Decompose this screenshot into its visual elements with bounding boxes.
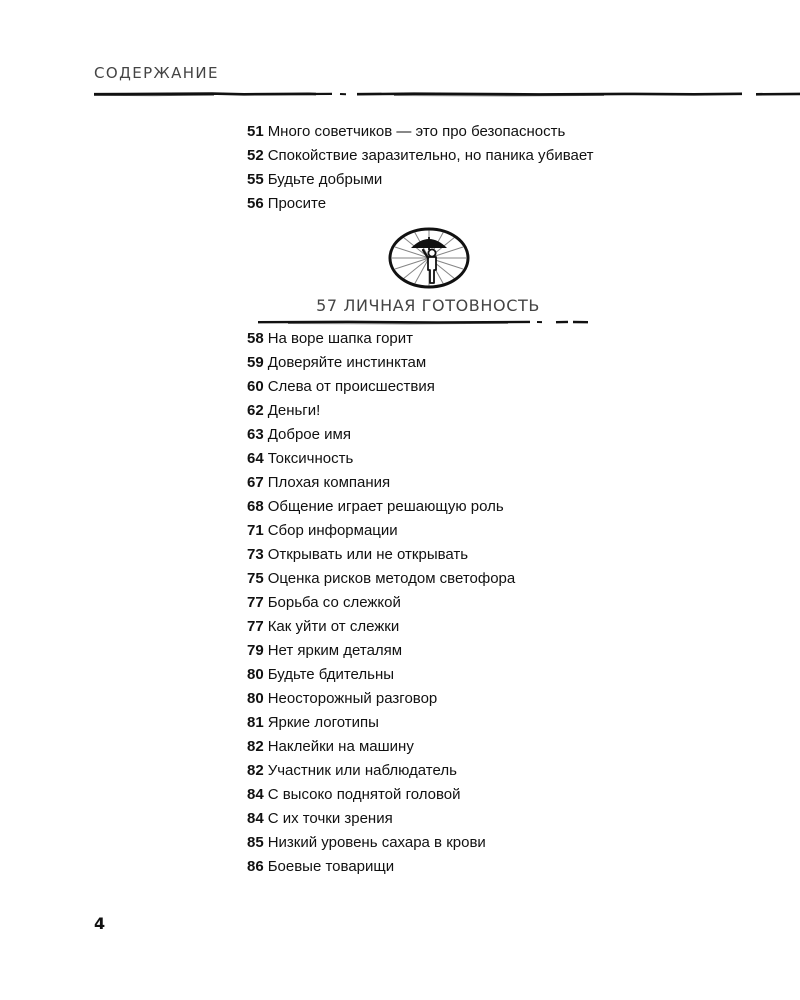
toc-page-number: 86: [247, 858, 264, 875]
toc-page-number: 60: [247, 378, 264, 395]
toc-title: Как уйти от слежки: [267, 618, 400, 635]
umbrella-person-icon: [387, 226, 471, 290]
toc-page-number: 77: [247, 594, 264, 611]
toc-page-number: 63: [247, 426, 264, 443]
toc-entry[interactable]: [247, 471, 515, 495]
toc-title: Слева от происшествия: [267, 378, 435, 395]
toc-title: Неосторожный разговор: [267, 690, 438, 707]
toc-title: Нет ярким деталям: [267, 642, 403, 659]
toc-page-number: 82: [247, 738, 264, 755]
toc-entry[interactable]: [247, 759, 515, 783]
toc-page-number: 64: [247, 450, 264, 467]
toc-title: Спокойствие заразительно, но паника убивает: [267, 147, 594, 164]
toc-title: Оценка рисков методом светофора: [267, 570, 516, 587]
toc-title: С высоко поднятой головой: [267, 786, 461, 803]
page-number: 4: [94, 914, 106, 933]
toc-page-number: 58: [247, 330, 264, 347]
toc-page-number: 77: [247, 618, 264, 635]
toc-page-number: 62: [247, 402, 264, 419]
toc-entry[interactable]: [247, 375, 515, 399]
toc-page-number: 79: [247, 642, 264, 659]
toc-title: С их точки зрения: [267, 810, 393, 827]
toc-entry[interactable]: [247, 120, 594, 144]
toc-page-number: 52: [247, 147, 264, 164]
toc-page-number: 59: [247, 354, 264, 371]
toc-entry[interactable]: [247, 423, 515, 447]
section-heading: [258, 296, 598, 315]
toc-entry[interactable]: [247, 687, 515, 711]
toc-title: Деньги!: [267, 402, 321, 419]
toc-entry[interactable]: [247, 807, 515, 831]
toc-title: Боевые товарищи: [267, 858, 395, 875]
toc-page-number: 56: [247, 195, 264, 212]
toc-title: Плохая компания: [267, 474, 391, 491]
toc-page-number: 81: [247, 714, 264, 731]
toc-page-number: 75: [247, 570, 264, 587]
toc-entry[interactable]: [247, 543, 515, 567]
toc-entry[interactable]: [247, 447, 515, 471]
toc-entry[interactable]: [247, 327, 515, 351]
section-number: 57: [316, 296, 338, 315]
toc-list-after: [247, 327, 515, 879]
toc-list-before: [247, 120, 594, 216]
toc-title: Яркие логотипы: [267, 714, 379, 731]
toc-title: Сбор информации: [267, 522, 398, 539]
toc-entry[interactable]: [247, 168, 594, 192]
toc-page-number: 84: [247, 786, 264, 803]
toc-title: Будьте бдительны: [267, 666, 395, 683]
toc-entry[interactable]: [247, 855, 515, 879]
toc-entry[interactable]: [247, 783, 515, 807]
toc-title: Борьба со слежкой: [267, 594, 401, 611]
toc-page-number: 80: [247, 690, 264, 707]
toc-entry[interactable]: [247, 615, 515, 639]
toc-entry[interactable]: [247, 663, 515, 687]
toc-entry[interactable]: [247, 639, 515, 663]
toc-title: На воре шапка горит: [267, 330, 413, 347]
toc-title: Токсичность: [267, 450, 354, 467]
toc-entry[interactable]: [247, 711, 515, 735]
toc-entry[interactable]: [247, 831, 515, 855]
toc-entry[interactable]: [247, 351, 515, 375]
toc-entry[interactable]: [247, 735, 515, 759]
toc-title: Много советчиков — это про безопасность: [267, 123, 566, 140]
section-title: ЛИЧНАЯ ГОТОВНОСТЬ: [343, 296, 540, 315]
toc-entry[interactable]: [247, 495, 515, 519]
toc-page-number: 84: [247, 810, 264, 827]
toc-title: Низкий уровень сахара в крови: [267, 834, 486, 851]
toc-entry[interactable]: [247, 192, 594, 216]
toc-title: Доверяйте инстинктам: [267, 354, 427, 371]
toc-page-number: 82: [247, 762, 264, 779]
toc-entry[interactable]: [247, 567, 515, 591]
toc-entry[interactable]: [247, 519, 515, 543]
toc-page-number: 67: [247, 474, 264, 491]
toc-page-number: 73: [247, 546, 264, 563]
toc-title: Просите: [267, 195, 327, 212]
toc-page-number: 85: [247, 834, 264, 851]
running-header: СОДЕРЖАНИЕ: [94, 64, 219, 82]
toc-entry[interactable]: [247, 591, 515, 615]
toc-title: Наклейки на машину: [267, 738, 414, 755]
toc-title: Доброе имя: [267, 426, 351, 443]
toc-title: Открывать или не открывать: [267, 546, 469, 563]
toc-entry[interactable]: [247, 399, 515, 423]
toc-page-number: 51: [247, 123, 264, 140]
toc-title: Участник или наблюдатель: [267, 762, 457, 779]
toc-page-number: 68: [247, 498, 264, 515]
toc-page-number: 80: [247, 666, 264, 683]
toc-page-number: 55: [247, 171, 264, 188]
section-rule: [258, 318, 588, 326]
toc-title: Общение играет решающую роль: [267, 498, 504, 515]
toc-entry[interactable]: [247, 144, 594, 168]
toc-page-number: 71: [247, 522, 264, 539]
toc-title: Будьте добрыми: [267, 171, 383, 188]
header-rule: [94, 90, 800, 98]
